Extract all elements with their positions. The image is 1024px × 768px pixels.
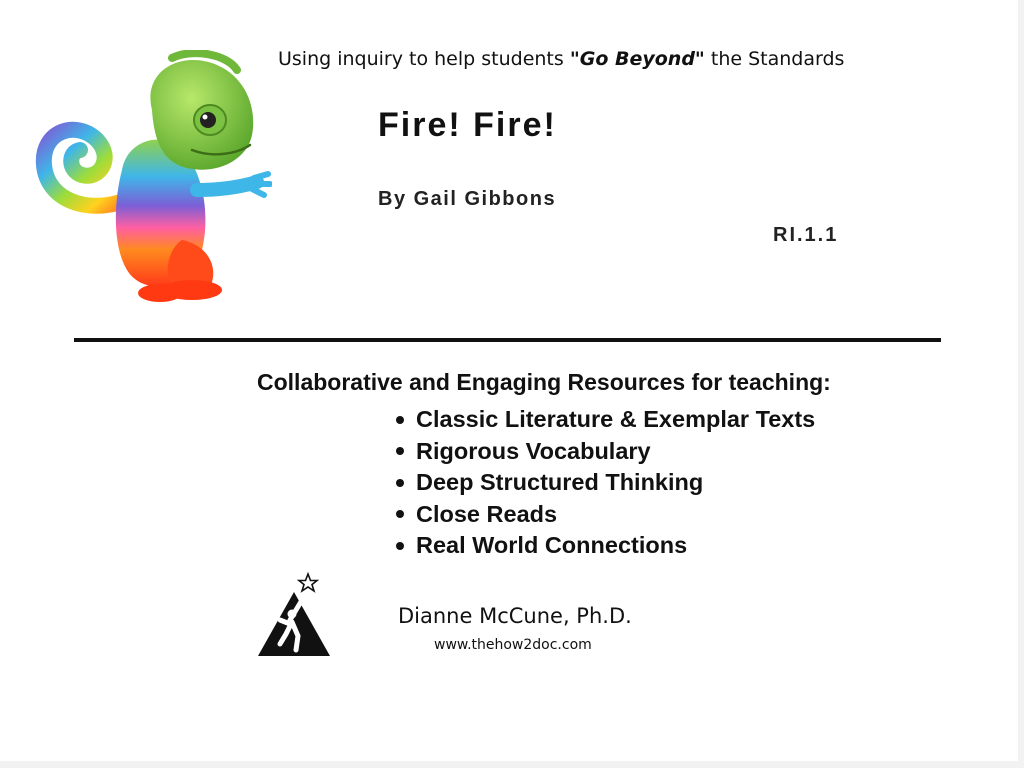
bullet-icon: [396, 416, 404, 424]
bullet-icon: [396, 542, 404, 550]
list-item: [392, 530, 815, 562]
list-item-label: Rigorous Vocabulary: [416, 437, 651, 464]
list-item-label: Classic Literature & Exemplar Texts: [416, 406, 816, 433]
book-author: By Gail Gibbons: [378, 188, 557, 210]
list-item-label: Close Reads: [416, 500, 558, 527]
resources-heading: Collaborative and Engaging Resources for teaching:: [257, 369, 831, 395]
list-item: [392, 467, 815, 499]
tagline-after: the Standards: [704, 48, 845, 70]
list-item-label: Deep Structured Thinking: [416, 469, 704, 496]
resources-list: [392, 404, 815, 562]
bullet-icon: [396, 479, 404, 487]
horizontal-divider: [74, 338, 941, 342]
website-link[interactable]: www.thehow2doc.com: [434, 637, 592, 653]
standard-code: RI.1.1: [773, 224, 839, 246]
mountain-star-logo-icon: [256, 570, 332, 658]
chameleon-mascot-icon: [32, 50, 272, 305]
list-item: [392, 436, 815, 468]
tagline: [278, 48, 844, 70]
book-title: Fire! Fire!: [378, 106, 557, 144]
tagline-emphasis: "Go Beyond": [569, 48, 705, 70]
bullet-icon: [396, 447, 404, 455]
page-edge-bottom: [0, 761, 1024, 768]
presenter-name: Dianne McCune, Ph.D.: [398, 604, 632, 628]
page-edge-right: [1018, 0, 1024, 768]
bullet-icon: [396, 510, 404, 518]
list-item: [392, 499, 815, 531]
list-item: [392, 404, 815, 436]
list-item-label: Real World Connections: [416, 532, 688, 559]
tagline-before: Using inquiry to help students: [278, 48, 570, 70]
